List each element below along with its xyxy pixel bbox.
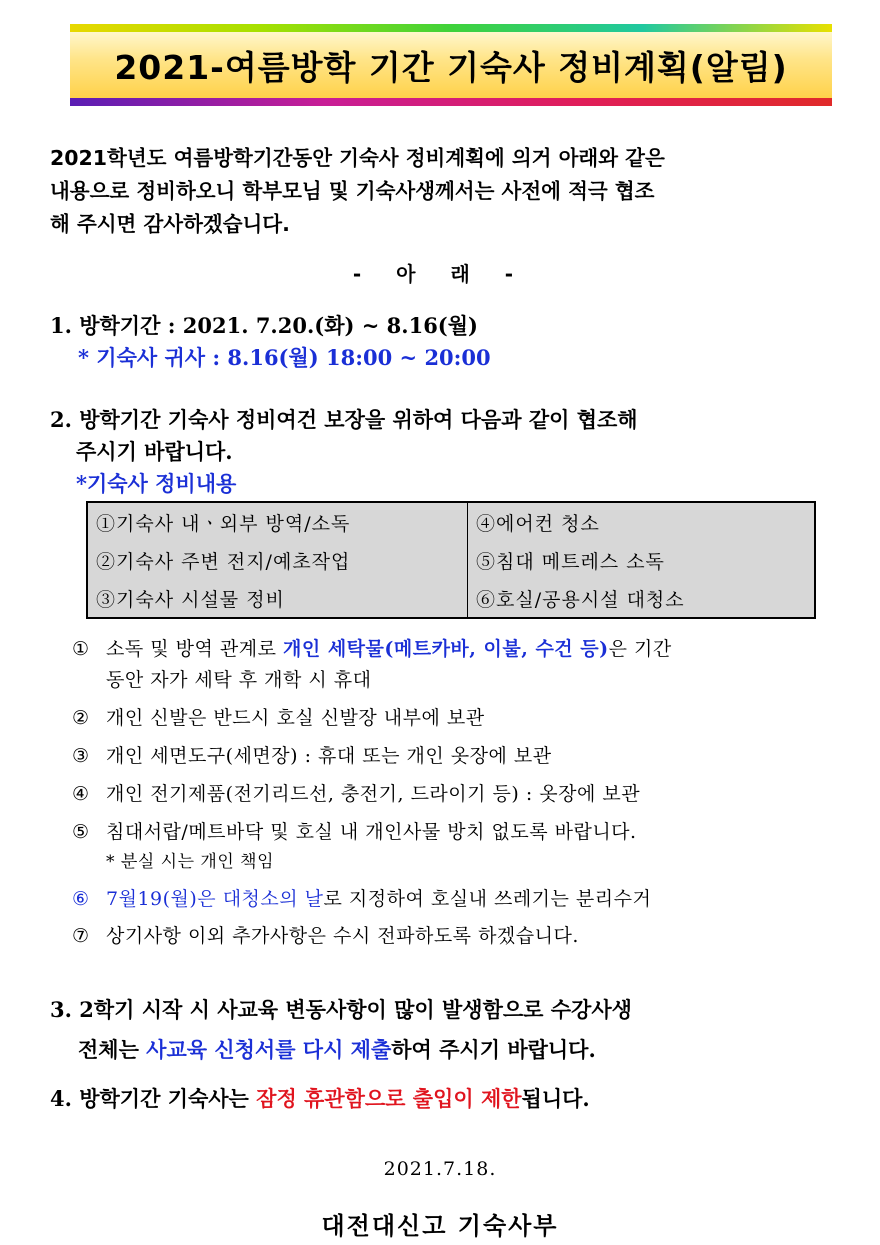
section-4-text: 됩니다. <box>521 1086 590 1111</box>
item-text: 로 지정하여 호실내 쓰레기는 분리수거 <box>323 888 652 910</box>
section-3-highlight: 사교육 신청서를 다시 제출 <box>146 1037 392 1062</box>
return-note: * 기숙사 귀사 : 8.16(월) 18:00 ~ 20:00 <box>78 345 491 370</box>
item-number: ① <box>72 638 90 660</box>
item-highlight: 개인 세탁물(메트카바, 이불, 수건 등) <box>283 638 609 660</box>
maintenance-table <box>86 501 816 619</box>
section-4-text: 4. 방학기간 기숙사는 <box>50 1086 257 1111</box>
table-cell: ①기숙사 내ㆍ외부 방역/소독 <box>88 503 468 541</box>
section-4-highlight: 잠정 휴관함으로 출입이 제한 <box>256 1086 522 1111</box>
item-highlight: 7월19(월)은 대청소의 날 <box>106 888 324 910</box>
section-3-text: 하여 주시기 바랍니다. <box>391 1037 596 1062</box>
list-item-4 <box>72 779 640 806</box>
table-cell: ⑤침대 메트레스 소독 <box>476 550 665 573</box>
list-item-7 <box>72 921 579 948</box>
item-number: ④ <box>72 783 90 805</box>
item-number: ⑤ <box>72 821 90 843</box>
section-4-heading <box>50 1083 590 1113</box>
section-3-heading: 3. 2학기 시작 시 사교육 변동사항이 많이 발생함으로 수강사생 <box>50 997 632 1022</box>
table-cell: ④에어컨 청소 <box>476 512 600 535</box>
table-cell: ②기숙사 주변 전지/예초작업 <box>88 541 468 579</box>
title-banner <box>70 24 832 106</box>
item-text: 개인 신발은 반드시 호실 신발장 내부에 보관 <box>106 707 485 729</box>
title-bottom-stripe <box>70 98 832 106</box>
section-2-heading: 2. 방학기간 기숙사 정비여건 보장을 위하여 다음과 같이 협조해 <box>50 407 638 432</box>
item-text: 개인 세면도구(세면장) : 휴대 또는 개인 옷장에 보관 <box>106 745 552 767</box>
list-item-2 <box>72 703 485 730</box>
section-3-line-2 <box>78 1034 596 1064</box>
section-3-text: 전체는 <box>78 1037 147 1062</box>
list-item-1-cont: 동안 자가 세탁 후 개학 시 휴대 <box>106 669 372 691</box>
below-marker: - 아 래 - <box>352 262 528 286</box>
document-date: 2021.7.18. <box>383 1158 497 1180</box>
item-text: 상기사항 이외 추가사항은 수시 전파하도록 하겠습니다. <box>106 925 579 947</box>
intro-line-1: 2021학년도 여름방학기간동안 기숙사 정비계획에 의거 아래와 같은 <box>50 146 665 170</box>
table-cell: ③기숙사 시설물 정비 <box>88 579 468 617</box>
section-2-line-2: 주시기 바랍니다. <box>76 439 233 464</box>
page-title: 2021-여름방학 기간 기숙사 정비계획(알림) <box>114 47 788 87</box>
list-item-5 <box>72 817 637 844</box>
intro-line-2: 내용으로 정비하오니 학부모님 및 기숙사생께서는 사전에 적극 협조 <box>50 179 655 203</box>
intro-line-3: 해 주시면 감사하겠습니다. <box>50 212 290 236</box>
section-1-heading: 1. 방학기간 : 2021. 7.20.(화) ~ 8.16(월) <box>50 313 478 338</box>
table-cell: ⑥호실/공용시설 대청소 <box>476 588 685 611</box>
list-item-1 <box>72 634 672 661</box>
list-item-3 <box>72 741 552 768</box>
maintenance-table-title: *기숙사 정비내용 <box>76 471 237 496</box>
item-text: 개인 전기제품(전기리드선, 충전기, 드라이기 등) : 옷장에 보관 <box>106 783 641 805</box>
signature: 대전대신고 기숙사부 <box>321 1211 559 1240</box>
list-item-6 <box>72 884 651 911</box>
intro-paragraph <box>50 142 665 241</box>
item-number: ⑦ <box>72 925 90 947</box>
item-text: 소독 및 방역 관계로 <box>106 638 283 660</box>
item-text: 은 기간 <box>608 638 672 660</box>
item-number: ③ <box>72 745 90 767</box>
item-number: ⑥ <box>72 888 90 910</box>
title-top-stripe <box>70 24 832 32</box>
item-text: 침대서랍/메트바닥 및 호실 내 개인사물 방치 없도록 바랍니다. <box>106 821 637 843</box>
list-item-5-note: * 분실 시는 개인 책임 <box>106 852 274 872</box>
item-number: ② <box>72 707 90 729</box>
